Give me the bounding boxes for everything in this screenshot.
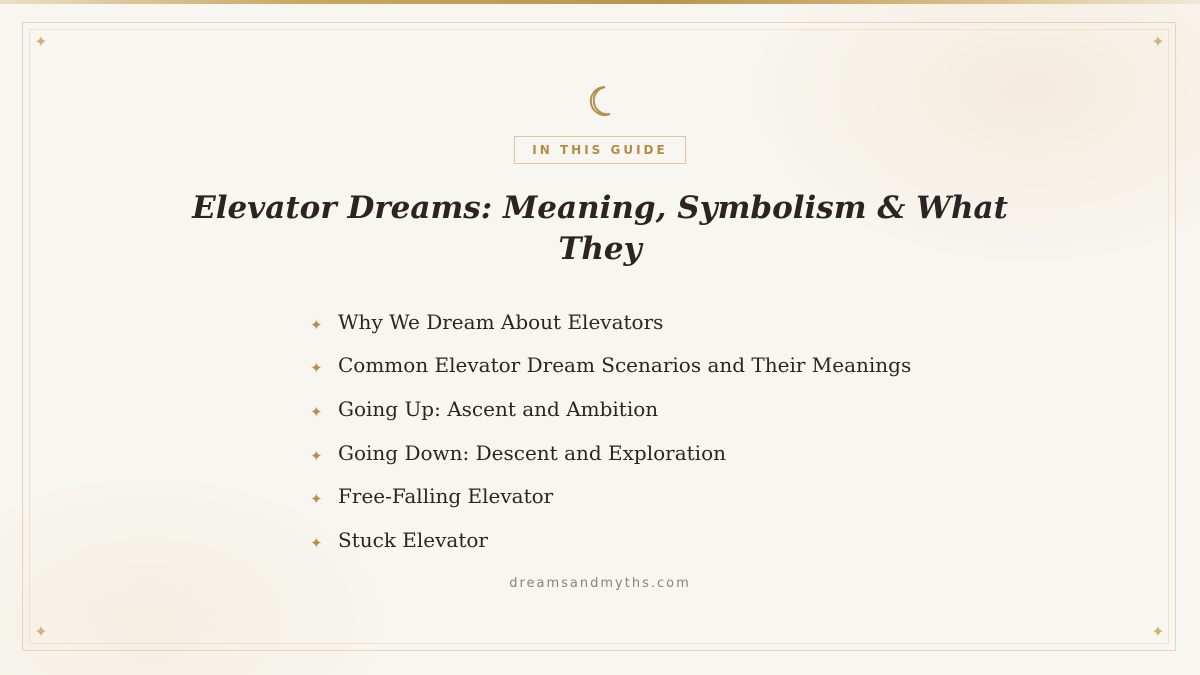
crescent-moon-icon (586, 84, 616, 118)
four-point-star-icon: ✦ (310, 490, 323, 509)
corner-sparkle-icon: ✦ (34, 32, 48, 51)
four-point-star-icon: ✦ (310, 359, 323, 378)
table-of-contents (310, 300, 950, 562)
toc-item-label: Why We Dream About Elevators (338, 309, 664, 334)
four-point-star-icon: ✦ (310, 315, 323, 334)
corner-sparkle-icon: ✦ (1151, 622, 1165, 641)
four-point-star-icon: ✦ (310, 446, 323, 465)
toc-item[interactable] (310, 474, 950, 518)
four-point-star-icon: ✦ (310, 533, 323, 552)
corner-sparkle-icon: ✦ (34, 622, 48, 641)
guide-label-badge: IN THIS GUIDE (514, 136, 686, 164)
toc-item-label: Common Elevator Dream Scenarios and Their Meanings (338, 353, 912, 378)
toc-item[interactable] (310, 518, 950, 562)
top-accent-bar (0, 0, 1200, 4)
toc-item-label: Going Up: Ascent and Ambition (338, 396, 659, 421)
toc-item[interactable] (310, 431, 950, 475)
toc-item-label: Free-Falling Elevator (338, 484, 554, 509)
corner-sparkle-icon: ✦ (1151, 32, 1165, 51)
toc-item-label: Stuck Elevator (338, 527, 488, 552)
toc-item[interactable] (310, 344, 950, 388)
four-point-star-icon: ✦ (310, 402, 323, 421)
toc-item[interactable] (310, 300, 950, 344)
page-title: Elevator Dreams: Meaning, Symbolism & What They (192, 190, 1008, 267)
toc-item-label: Going Down: Descent and Exploration (338, 440, 726, 465)
site-url: dreamsandmyths.com (509, 576, 691, 591)
toc-item[interactable] (310, 387, 950, 431)
